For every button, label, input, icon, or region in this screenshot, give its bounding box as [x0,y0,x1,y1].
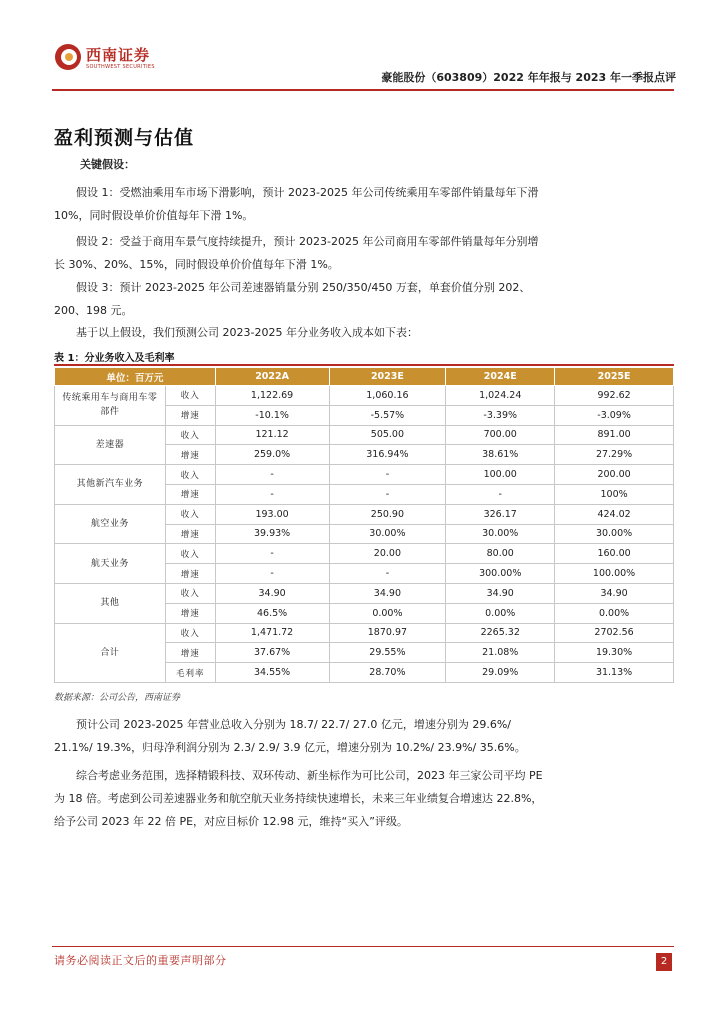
value-cell: -3.09% [555,405,674,425]
header-divider [52,89,674,91]
value-cell: - [215,465,329,485]
table-caption: 表 1：分业务收入及毛利率 [54,353,175,364]
value-cell: 200.00 [555,465,674,485]
table-intro: 基于以上假设，我们预测公司 2023-2025 年分业务收入成本如下表： [76,326,418,339]
value-cell: 2265.32 [446,623,555,643]
disclaimer-note: 请务必阅读正文后的重要声明部分 [54,954,227,967]
value-cell: 326.17 [446,504,555,524]
table-top-rule [54,364,674,366]
value-cell: 424.02 [555,504,674,524]
value-cell: 21.08% [446,643,555,663]
header-2024e: 2024E [446,368,555,386]
value-cell: 28.70% [329,663,446,683]
value-cell: 46.5% [215,603,329,623]
assumption-3: 假设 3：预计 2023-2025 年公司差速器销量分别 250/350/450 万套，单套价值分别 202、200、198 元。 [54,281,531,317]
revenue-table [54,367,674,683]
segment-cell: 差速器 [55,425,166,465]
value-cell: 2702.56 [555,623,674,643]
metric-cell: 增速 [165,643,215,663]
value-cell: 1,060.16 [329,386,446,406]
metric-cell: 增速 [165,445,215,465]
page-header [52,42,676,90]
value-cell: 30.00% [329,524,446,544]
value-cell: 100.00% [555,564,674,584]
value-cell: 80.00 [446,544,555,564]
header-2022a: 2022A [215,368,329,386]
company-logo-icon [55,44,81,70]
header-2025e: 2025E [555,368,674,386]
table-row [55,544,674,564]
value-cell: 1870.97 [329,623,446,643]
value-cell: 700.00 [446,425,555,445]
table-row [55,425,674,445]
value-cell: -3.39% [446,405,555,425]
value-cell: 1,024.24 [446,386,555,406]
logo-name: 西南证券 [86,46,151,64]
segment-cell: 其他新汽车业务 [55,465,166,505]
table-row [55,386,674,406]
value-cell: 34.90 [215,583,329,603]
value-cell: -10.1% [215,405,329,425]
value-cell: - [329,564,446,584]
value-cell: 38.61% [446,445,555,465]
segment-cell: 合计 [55,623,166,682]
header-unit: 单位：百万元 [55,368,216,386]
metric-cell: 收入 [165,504,215,524]
report-title: 豪能股份（603809）2022 年年报与 2023 年一季报点评 [381,71,676,84]
logo-subtitle: SOUTHWEST SECURITIES [86,64,155,70]
value-cell: 19.30% [555,643,674,663]
metric-cell: 毛利率 [165,663,215,683]
value-cell: 259.0% [215,445,329,465]
value-cell: 100.00 [446,465,555,485]
value-cell: 37.67% [215,643,329,663]
segment-cell: 其他 [55,583,166,623]
value-cell: - [446,484,555,504]
value-cell: 0.00% [555,603,674,623]
section-title: 盈利预测与估值 [54,127,195,149]
value-cell: 160.00 [555,544,674,564]
footer-divider [52,946,674,947]
value-cell: - [215,544,329,564]
header-2023e: 2023E [329,368,446,386]
value-cell: 31.13% [555,663,674,683]
table-row [55,504,674,524]
metric-cell: 收入 [165,386,215,406]
segment-cell: 航天业务 [55,544,166,584]
table-row [55,623,674,643]
value-cell: 34.90 [555,583,674,603]
value-cell: 34.55% [215,663,329,683]
metric-cell: 增速 [165,564,215,584]
metric-cell: 增速 [165,405,215,425]
value-cell: -5.57% [329,405,446,425]
metric-cell: 收入 [165,465,215,485]
value-cell: 0.00% [446,603,555,623]
value-cell: 20.00 [329,544,446,564]
value-cell: 34.90 [446,583,555,603]
assumption-1: 假设 1：受燃油乘用车市场下滑影响，预计 2023-2025 年公司传统乘用车零部件销量每年下滑 10%，同时假设单价价值每年下滑 1%。 [54,186,539,222]
assumption-2: 假设 2：受益于商用车景气度持续提升，预计 2023-2025 年公司商用车零部件销量每年分别增长 30%、20%、15%，同时假设单价价值每年下滑 1%。 [54,235,539,271]
value-cell: 27.29% [555,445,674,465]
value-cell: 505.00 [329,425,446,445]
value-cell: 891.00 [555,425,674,445]
value-cell: - [329,484,446,504]
forecast-paragraph: 预计公司 2023-2025 年营业总收入分别为 18.7/ 22.7/ 27.0 亿元，增速分别为 29.6%/ 21.1%/ 19.3%，归母净利润分别为 2.3/ 2.9/ 3.9 亿元，增速分别为 10.2%/ 23.9%/ 35.6%。 [54,718,526,754]
page-number: 2 [656,953,672,971]
value-cell: 1,471.72 [215,623,329,643]
value-cell: 0.00% [329,603,446,623]
value-cell: 250.90 [329,504,446,524]
value-cell: 30.00% [446,524,555,544]
value-cell: 316.94% [329,445,446,465]
metric-cell: 收入 [165,583,215,603]
metric-cell: 增速 [165,603,215,623]
value-cell: - [215,564,329,584]
valuation-paragraph: 综合考虑业务范围，选择精锻科技、双环传动、新坐标作为可比公司，2023 年三家公司平均 PE 为 18 倍。考虑到公司差速器业务和航空航天业务持续快速增长，未来三年业绩复合增速达 22.8%，给予公司 2023 年 22 倍 PE，对应目标价 12.98 元，维持“买入”评级。 [54,769,543,828]
metric-cell: 收入 [165,623,215,643]
value-cell: 100% [555,484,674,504]
value-cell: 30.00% [555,524,674,544]
value-cell: - [215,484,329,504]
metric-cell: 收入 [165,544,215,564]
table-row [55,583,674,603]
value-cell: 992.62 [555,386,674,406]
segment-cell: 航空业务 [55,504,166,544]
metric-cell: 增速 [165,484,215,504]
table-header-row [55,368,674,386]
table-row [55,465,674,485]
metric-cell: 增速 [165,524,215,544]
value-cell: 1,122.69 [215,386,329,406]
value-cell: 300.00% [446,564,555,584]
value-cell: 39.93% [215,524,329,544]
assumptions-heading: 关键假设： [80,158,135,171]
value-cell: 121.12 [215,425,329,445]
value-cell: - [329,465,446,485]
table-source: 数据来源：公司公告，西南证券 [54,693,181,703]
value-cell: 193.00 [215,504,329,524]
value-cell: 34.90 [329,583,446,603]
segment-cell: 传统乘用车与商用车零部件 [55,386,166,426]
value-cell: 29.09% [446,663,555,683]
metric-cell: 收入 [165,425,215,445]
value-cell: 29.55% [329,643,446,663]
